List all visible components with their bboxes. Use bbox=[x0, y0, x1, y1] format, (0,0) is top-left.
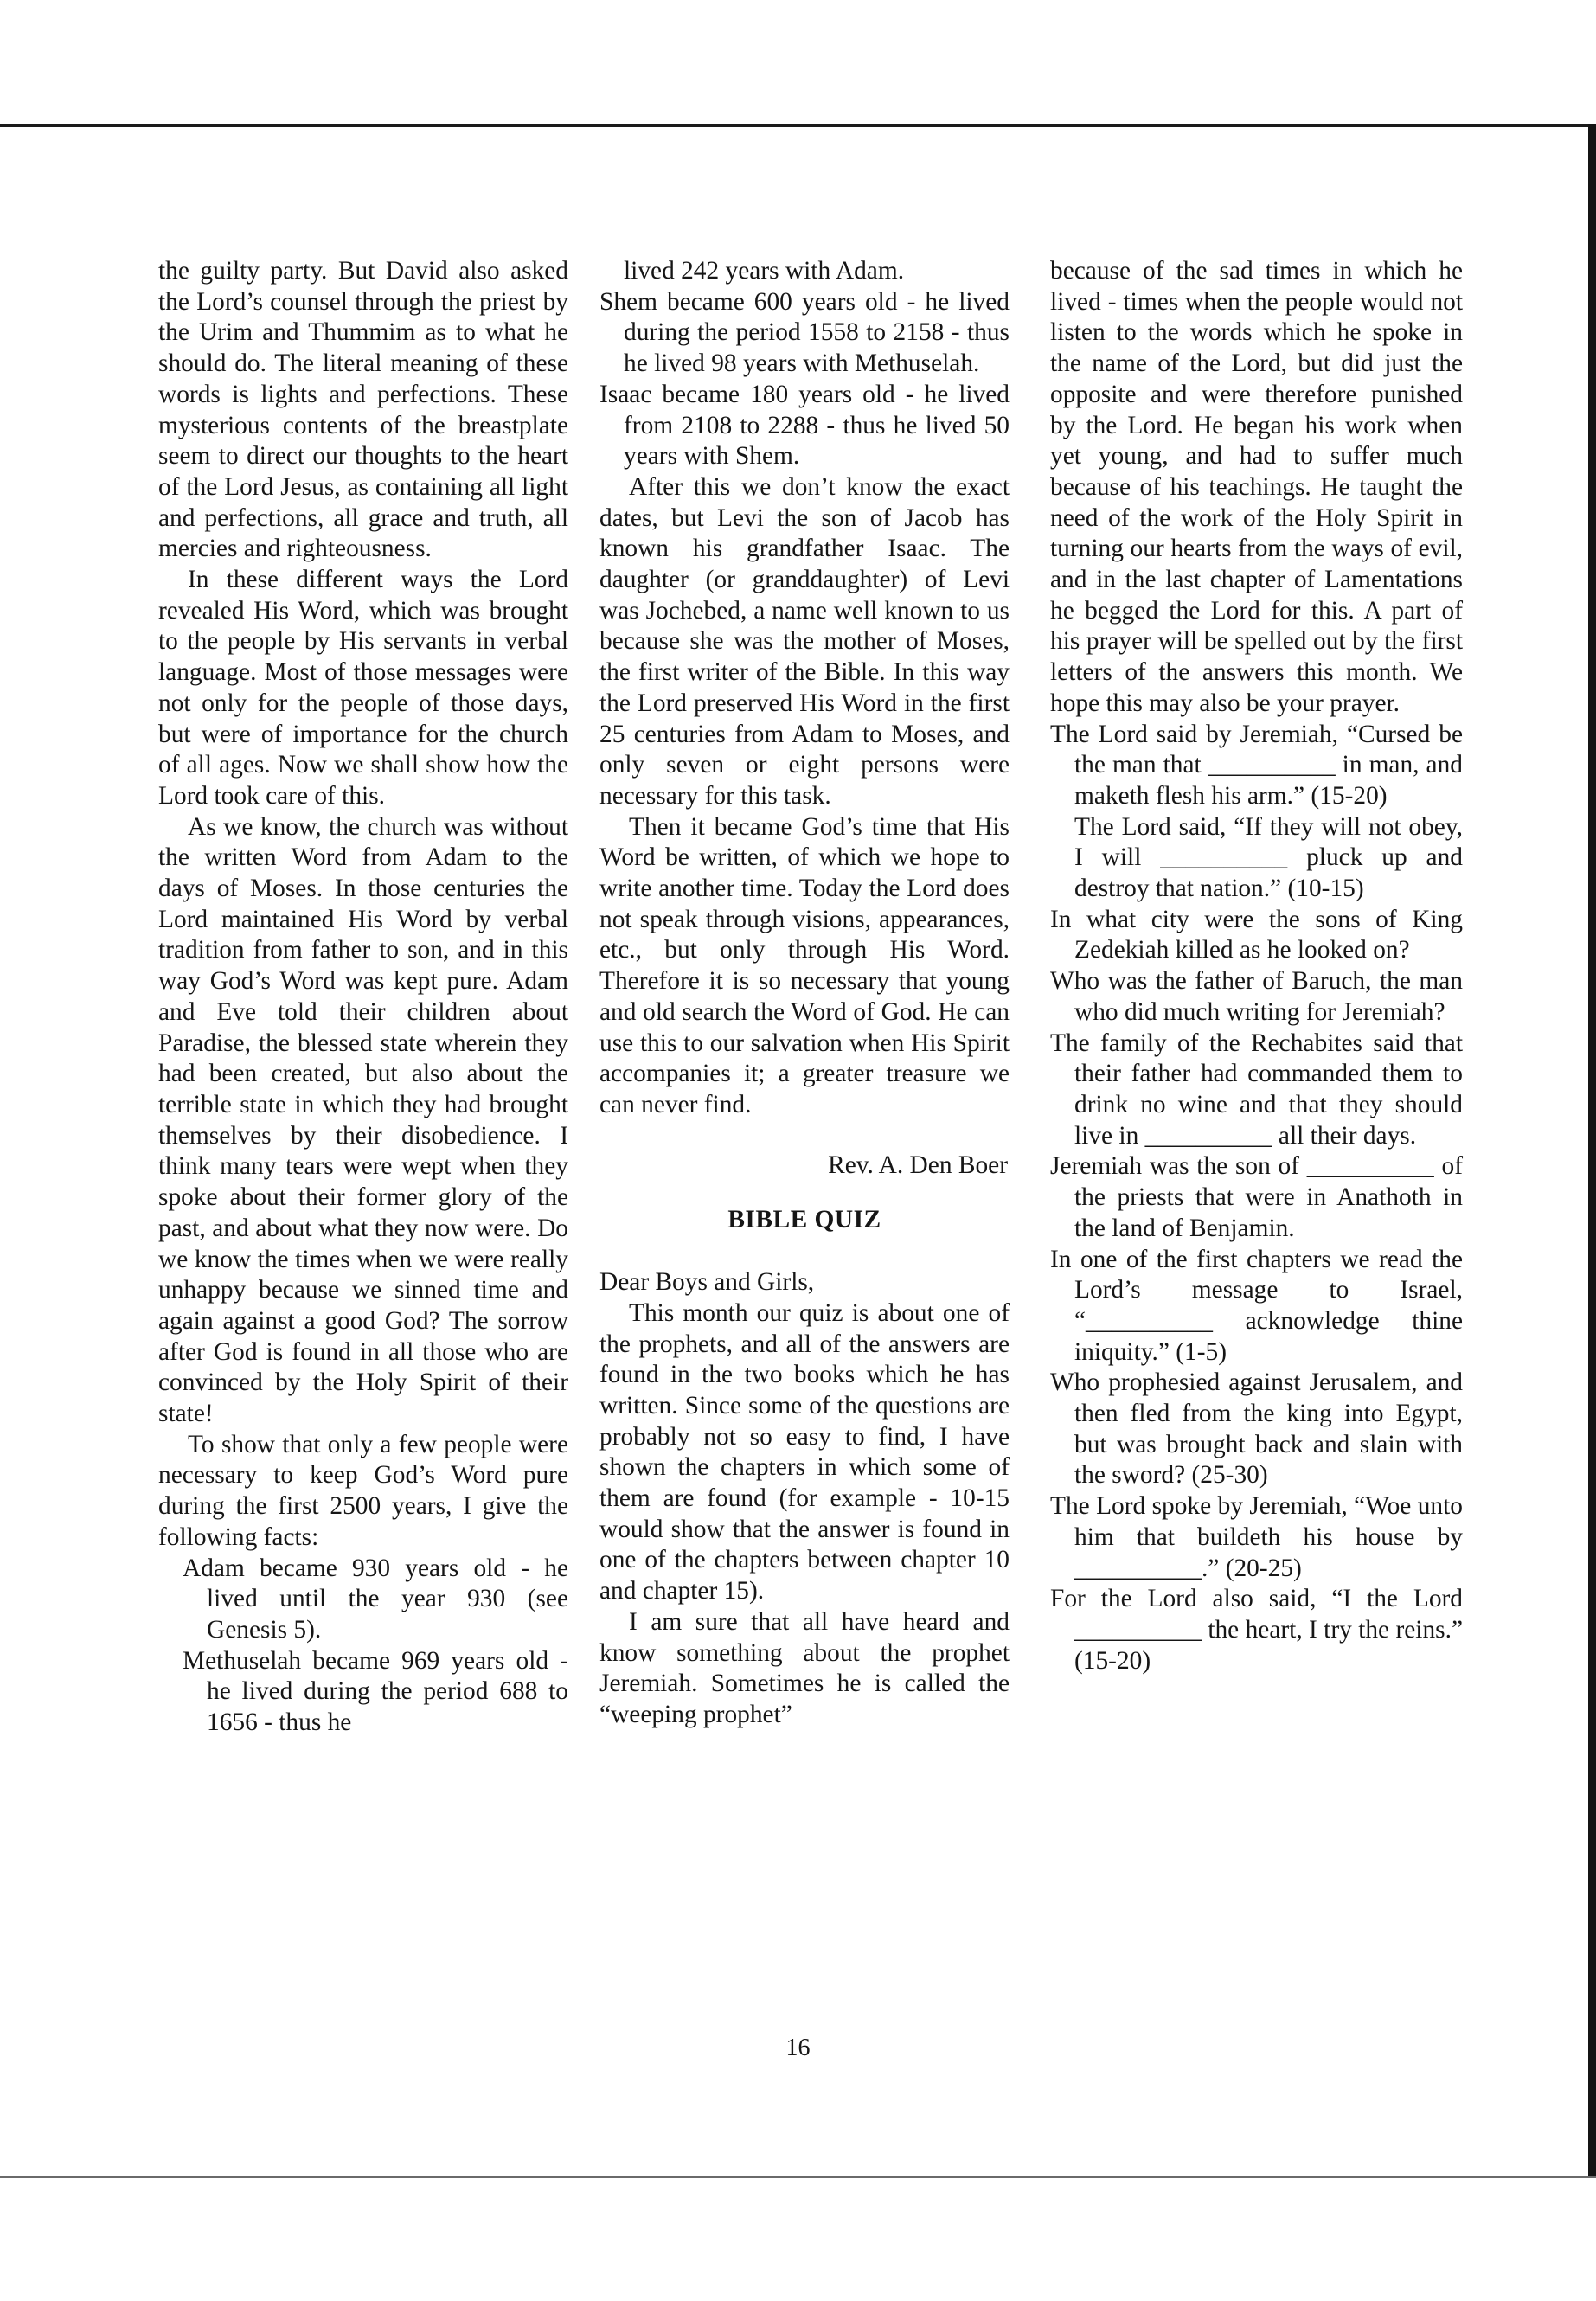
quiz-question: In what city were the sons of King Zedekiah killed as he looked on? bbox=[1050, 905, 1463, 965]
column-middle bbox=[599, 256, 1010, 1731]
quiz-question: Jeremiah was the son of __________ of the priests that were in Anathoth in the land of Benjamin. bbox=[1050, 1152, 1463, 1242]
fact-adam: Adam became 930 years old - he lived until the year 930 (see Genesis 5). bbox=[183, 1554, 568, 1644]
article-paragraph: To show that only a few people were necessary to keep God’s Word pure during the first 2500 years, I give the following facts: bbox=[158, 1430, 568, 1551]
article-paragraph: the guilty party. But David also asked the Lord’s counsel through the priest by the Urim and Thummim as to what he should do. The literal meaning of these words is lights and perfections. These mysterious contents of the breastplate seem to direct our thoughts to the heart of the Lord Jesus, as containing all light and perfections, all grace and truth, all mercies and righteousness. bbox=[158, 257, 568, 563]
author-signature: Rev. A. Den Boer bbox=[828, 1150, 1008, 1179]
quiz-question: For the Lord also said, “I the Lord __________ the heart, I try the reins.” (15-20) bbox=[1050, 1585, 1463, 1675]
top-border-rule bbox=[0, 124, 1596, 127]
quiz-intro-paragraph: I am sure that all have heard and know something about the prophet Jeremiah. Sometimes he is called the “weeping prophet” bbox=[599, 1607, 1010, 1728]
column-left bbox=[158, 256, 568, 1739]
quiz-question: Who was the father of Baruch, the man who did much writing for Jeremiah? bbox=[1050, 967, 1463, 1026]
fact-methuselah: Methuselah became 969 years old - he lived during the period 688 to 1656 - thus he bbox=[183, 1646, 568, 1737]
quiz-question: The family of the Rechabites said that their father had commanded them to drink no wine and that they should live in __________ all their days. bbox=[1050, 1029, 1463, 1150]
quiz-question: In one of the first chapters we read the Lord’s message to Israel, “__________ acknowledge thine iniquity.” (1-5) bbox=[1050, 1245, 1463, 1366]
quiz-question: The Lord spoke by Jeremiah, “Woe unto him that buildeth his house by __________.” (20-25) bbox=[1050, 1492, 1463, 1582]
article-paragraph: As we know, the church was without the written Word from Adam to the days of Moses. In those centuries the Lord maintained His Word by verbal tradition from father to son, and in this way God’s Word was kept pure. Adam and Eve told their children about Paradise, the blessed state wherein they had been created, but also about the terrible state in which they had brought themselves by their disobedience. I think many tears were wept when they spoke about their former glory of the past, and about what they now were. Do we know the times when we were really unhappy because we sinned time and again against a good God? The sorrow after God is found in all those who are convinced by the Holy Spirit of their state! bbox=[158, 812, 568, 1428]
page-number: 16 bbox=[785, 2035, 811, 2061]
quiz-question: Who prophesied against Jerusalem, and then fled from the king into Egypt, but was brought back and slain with the sword? (25-30) bbox=[1050, 1368, 1463, 1490]
quiz-question: The Lord said by Jeremiah, “Cursed be the man that __________ in man, and maketh flesh his arm.” (15-20) bbox=[1050, 720, 1463, 810]
fact-isaac: Isaac became 180 years old - he lived from 2108 to 2288 - thus he lived 50 years with Shem. bbox=[599, 380, 1010, 471]
quiz-greeting: Dear Boys and Girls, bbox=[599, 1268, 815, 1297]
quiz-intro-paragraph: This month our quiz is about one of the prophets, and all of the answers are found in the two books which he has written. Since some of the questions are probably not so easy to find, I have shown the chapters in which some of them are found (for example - 10-15 would show that the answer is found in one of the chapters between chapter 10 and chapter 15). bbox=[599, 1298, 1010, 1606]
bottom-border-rule bbox=[0, 2176, 1596, 2178]
quiz-question: The Lord said, “If they will not obey, I will __________ pluck up and destroy that nation.” (10-15) bbox=[1074, 812, 1463, 903]
article-paragraph: In these different ways the Lord revealed His Word, which was brought to the people by His servants in verbal language. Most of those messages were not only for the people of those days, but were of importance for the church of all ages. Now we shall show how the Lord took care of this. bbox=[158, 566, 568, 810]
article-paragraph: After this we don’t know the exact dates, but Levi the son of Jacob has known his grandfather Isaac. The daughter (or granddaughter) of Levi was Jochebed, a name well known to us because she was the mother of Moses, the first writer of the Bible. In this way the Lord preserved His Word in the first 25 centuries from Adam to Moses, and only seven or eight persons were necessary for this task. bbox=[599, 472, 1010, 810]
fact-shem: Shem became 600 years old - he lived during the period 1558 to 2158 - thus he lived 98 years with Methuselah. bbox=[599, 287, 1010, 378]
page-right-edge bbox=[1588, 124, 1596, 2178]
column-right bbox=[1050, 256, 1463, 1676]
quiz-intro-continued: because of the sad times in which he lived - times when the people would not listen to the words which he spoke in the name of the Lord, but did just the opposite and were therefore punished by the Lord. He began his work when yet young, and had to suffer much because of his teachings. He taught the need of the work of the Holy Spirit in turning our hearts from the ways of evil, and in the last chapter of Lamentations he begged the Lord for this. A part of his prayer will be spelled out by the first letters of the answers this month. We hope this may also be your prayer. bbox=[1050, 257, 1463, 717]
fact-methuselah-continued: lived 242 years with Adam. bbox=[624, 257, 905, 285]
quiz-heading: BIBLE QUIZ bbox=[727, 1206, 881, 1234]
article-paragraph: Then it became God’s time that His Word be written, of which we hope to write another time. Today the Lord does not speak through visions, appearances, etc., but only through His Word. Therefore it is so necessary that young and old search the Word of God. He can use this to our salvation when His Spirit accompanies it; a greater treasure we can never find. bbox=[599, 812, 1010, 1118]
